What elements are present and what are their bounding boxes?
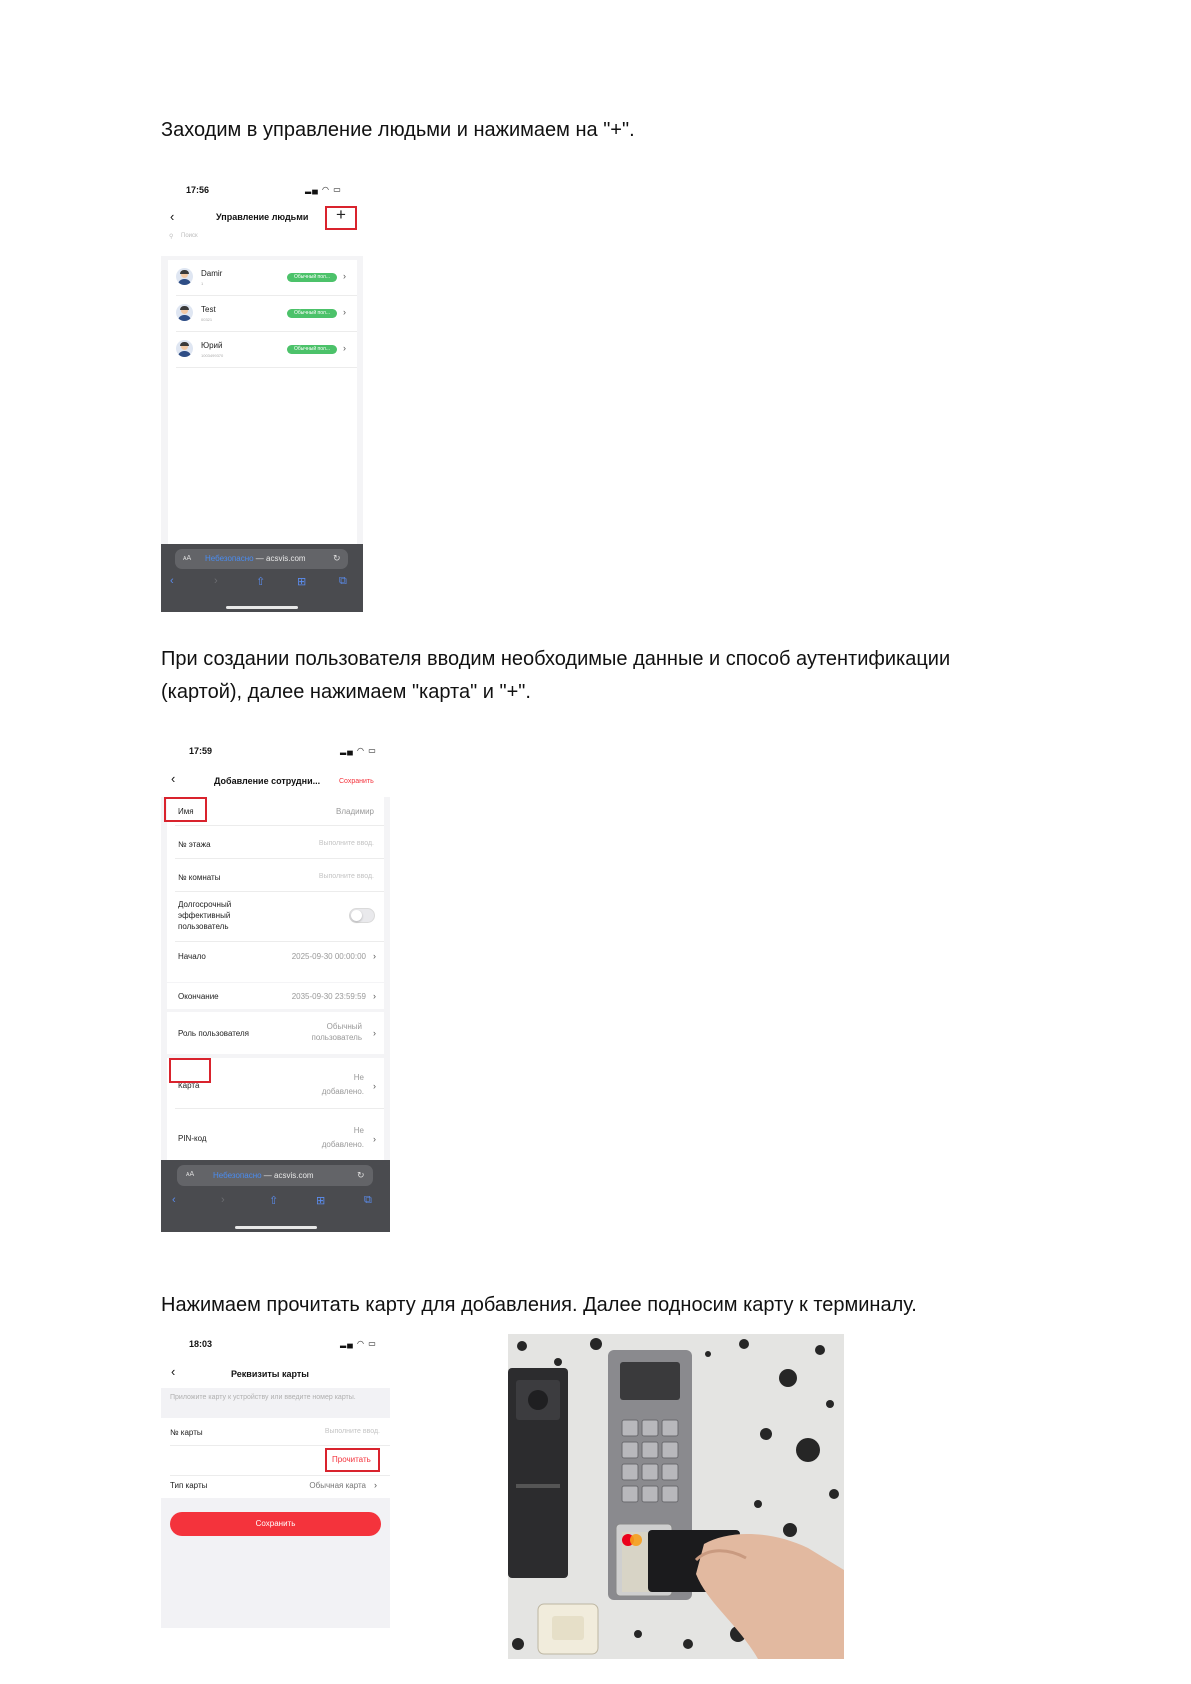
status-badge: Обычный пол... — [287, 345, 337, 354]
browser-toolbar — [161, 1160, 390, 1232]
read-card-button[interactable]: Прочитать — [332, 1455, 371, 1464]
home-indicator — [235, 1226, 317, 1229]
reload-icon[interactable]: ↻ — [357, 1170, 365, 1180]
bookmarks-icon[interactable]: ⊞ — [297, 576, 307, 588]
name-label: Имя — [178, 807, 194, 816]
home-indicator — [226, 606, 298, 609]
avatar — [176, 340, 193, 357]
chevron-right-icon[interactable]: › — [373, 1081, 376, 1091]
instruction-paragraph-2-line-1: При создании пользователя вводим необходимые данные и способ аутентификации — [161, 648, 951, 670]
card-hint-text: Приложите карту к устройству или введите номер карты. — [170, 1394, 356, 1401]
chevron-right-icon[interactable]: › — [374, 1480, 377, 1490]
chevron-right-icon[interactable]: › — [373, 1134, 376, 1144]
card-type-value[interactable]: Обычная карта — [309, 1481, 366, 1490]
long-term-label-line-2: эффективный — [178, 911, 231, 920]
row-divider — [170, 1445, 390, 1446]
pin-label[interactable]: PIN-код — [178, 1134, 207, 1143]
bookmarks-icon[interactable]: ⊞ — [316, 1195, 326, 1207]
chevron-right-icon[interactable]: › — [343, 307, 346, 317]
address-bar[interactable] — [175, 549, 348, 569]
card-value-line-1[interactable]: Не — [353, 1073, 364, 1082]
chevron-right-icon[interactable]: › — [373, 991, 376, 1001]
row-divider — [175, 1108, 384, 1109]
highlight-box-read — [325, 1448, 380, 1472]
highlight-box-name — [164, 797, 207, 822]
row-divider — [176, 295, 357, 296]
screenshot-add-employee — [161, 740, 390, 1232]
row-divider — [175, 891, 384, 892]
url-warning: Небезопасно — [205, 554, 254, 563]
pin-value-line-1[interactable]: Не — [353, 1126, 364, 1135]
tabs-icon[interactable]: ⧉ — [339, 575, 347, 587]
forward-arrow-icon[interactable]: › — [221, 1194, 225, 1206]
person-name: Юрий — [201, 341, 223, 350]
card-type-label: Тип карты — [170, 1481, 208, 1490]
browser-toolbar — [161, 544, 363, 612]
page-title: Управление людьми — [216, 212, 309, 222]
address-bar[interactable] — [177, 1165, 373, 1186]
form-card-main — [167, 797, 384, 982]
url-domain: — acsvis.com — [253, 554, 306, 563]
status-time: 17:59 — [189, 746, 213, 756]
room-label: № комнаты — [178, 873, 221, 882]
person-name: Damir — [201, 269, 223, 278]
page-title: Добавление сотрудни... — [214, 776, 321, 786]
back-chevron-icon[interactable]: ‹ — [170, 209, 175, 224]
highlight-box-card — [169, 1058, 211, 1083]
card-number-label: № карты — [170, 1428, 203, 1437]
card-label[interactable]: Карта — [178, 1081, 200, 1090]
chevron-right-icon[interactable]: › — [343, 343, 346, 353]
status-icons: ▂▄ ◠ ▭ — [305, 185, 342, 194]
text-size-button[interactable]: ᴀA — [183, 555, 192, 562]
terminal-photo-illustration — [508, 1334, 844, 1659]
avatar — [176, 304, 193, 321]
reload-icon[interactable]: ↻ — [333, 553, 341, 563]
status-icons: ▂▄ ◠ ▭ — [340, 746, 377, 755]
role-label: Роль пользователя — [178, 1029, 249, 1038]
back-chevron-icon[interactable]: ‹ — [171, 771, 176, 786]
url-text — [205, 554, 306, 563]
avatar — [176, 268, 193, 285]
chevron-right-icon[interactable]: › — [373, 1028, 376, 1038]
terminal-photo — [508, 1334, 844, 1659]
row-divider — [176, 367, 357, 368]
url-domain: — acsvis.com — [261, 1171, 314, 1180]
share-icon[interactable]: ⇧ — [256, 576, 266, 588]
back-arrow-icon[interactable]: ‹ — [170, 575, 174, 587]
status-time: 18:03 — [189, 1339, 213, 1349]
tabs-icon[interactable]: ⧉ — [364, 1194, 372, 1206]
chevron-right-icon[interactable]: › — [373, 951, 376, 961]
screenshot-people-management — [161, 178, 363, 612]
floor-field[interactable]: Выполните ввод. — [318, 840, 374, 847]
share-icon[interactable]: ⇧ — [269, 1195, 279, 1207]
row-divider — [175, 858, 384, 859]
save-link[interactable]: Сохранить — [339, 778, 374, 785]
row-divider — [175, 941, 384, 942]
name-field[interactable]: Владимир — [335, 807, 374, 816]
start-label: Начало — [178, 952, 206, 961]
page-title: Реквизиты карты — [231, 1369, 309, 1379]
row-divider — [175, 825, 384, 826]
status-icons: ▂▄ ◠ ▭ — [340, 1339, 377, 1348]
form-card-end — [167, 983, 384, 1009]
start-value[interactable]: 2025-09-30 00:00:00 — [291, 952, 366, 961]
highlight-box-add — [325, 206, 357, 230]
role-value-line-2[interactable]: пользователь — [311, 1033, 362, 1042]
instruction-paragraph-2-line-2: (картой), далее нажимаем "карта" и "+". — [161, 681, 531, 703]
card-value-line-2[interactable]: добавлено. — [321, 1087, 364, 1096]
status-badge: Обычный пол... — [287, 309, 337, 318]
floor-label: № этажа — [178, 840, 211, 849]
screenshot-card-details — [161, 1334, 390, 1628]
row-divider — [170, 1475, 390, 1476]
forward-arrow-icon[interactable]: › — [214, 575, 218, 587]
person-id: 00321 — [201, 317, 213, 322]
status-time: 17:56 — [186, 185, 210, 195]
instruction-paragraph-3: Нажимаем прочитать карту для добавления. Далее подносим карту к терминалу. — [161, 1294, 917, 1316]
back-arrow-icon[interactable]: ‹ — [172, 1194, 176, 1206]
add-person-plus-icon[interactable]: + — [336, 205, 346, 224]
search-input[interactable]: Поиск — [181, 233, 198, 239]
card-form — [161, 1418, 390, 1498]
person-name: Test — [201, 305, 216, 314]
long-term-toggle[interactable] — [349, 908, 375, 923]
status-badge: Обычный пол... — [287, 273, 337, 282]
room-field[interactable]: Выполните ввод. — [318, 873, 374, 880]
person-id: 1 — [201, 281, 204, 286]
search-icon: ⚲ — [169, 234, 174, 240]
end-value[interactable]: 2035-09-30 23:59:59 — [291, 992, 366, 1001]
chevron-right-icon[interactable]: › — [343, 271, 346, 281]
save-button[interactable]: Сохранить — [170, 1512, 381, 1536]
card-number-field[interactable]: Выполните ввод. — [324, 1428, 380, 1435]
url-text — [213, 1171, 314, 1180]
back-chevron-icon[interactable]: ‹ — [171, 1364, 176, 1379]
long-term-label-line-1: Долгосрочный — [178, 900, 232, 909]
instruction-paragraph-1: Заходим в управление людьми и нажимаем на "+". — [161, 119, 635, 141]
role-value-line-1[interactable]: Обычный — [326, 1022, 362, 1031]
url-warning: Небезопасно — [213, 1171, 262, 1180]
form-card-role — [167, 1012, 384, 1054]
people-list — [168, 260, 357, 544]
pin-value-line-2[interactable]: добавлено. — [321, 1140, 364, 1149]
person-id: 1003499370 — [201, 353, 224, 358]
end-label: Окончание — [178, 992, 219, 1001]
text-size-button[interactable]: ᴀA — [186, 1171, 195, 1178]
row-divider — [176, 331, 357, 332]
long-term-label-line-3: пользователь — [178, 922, 229, 931]
